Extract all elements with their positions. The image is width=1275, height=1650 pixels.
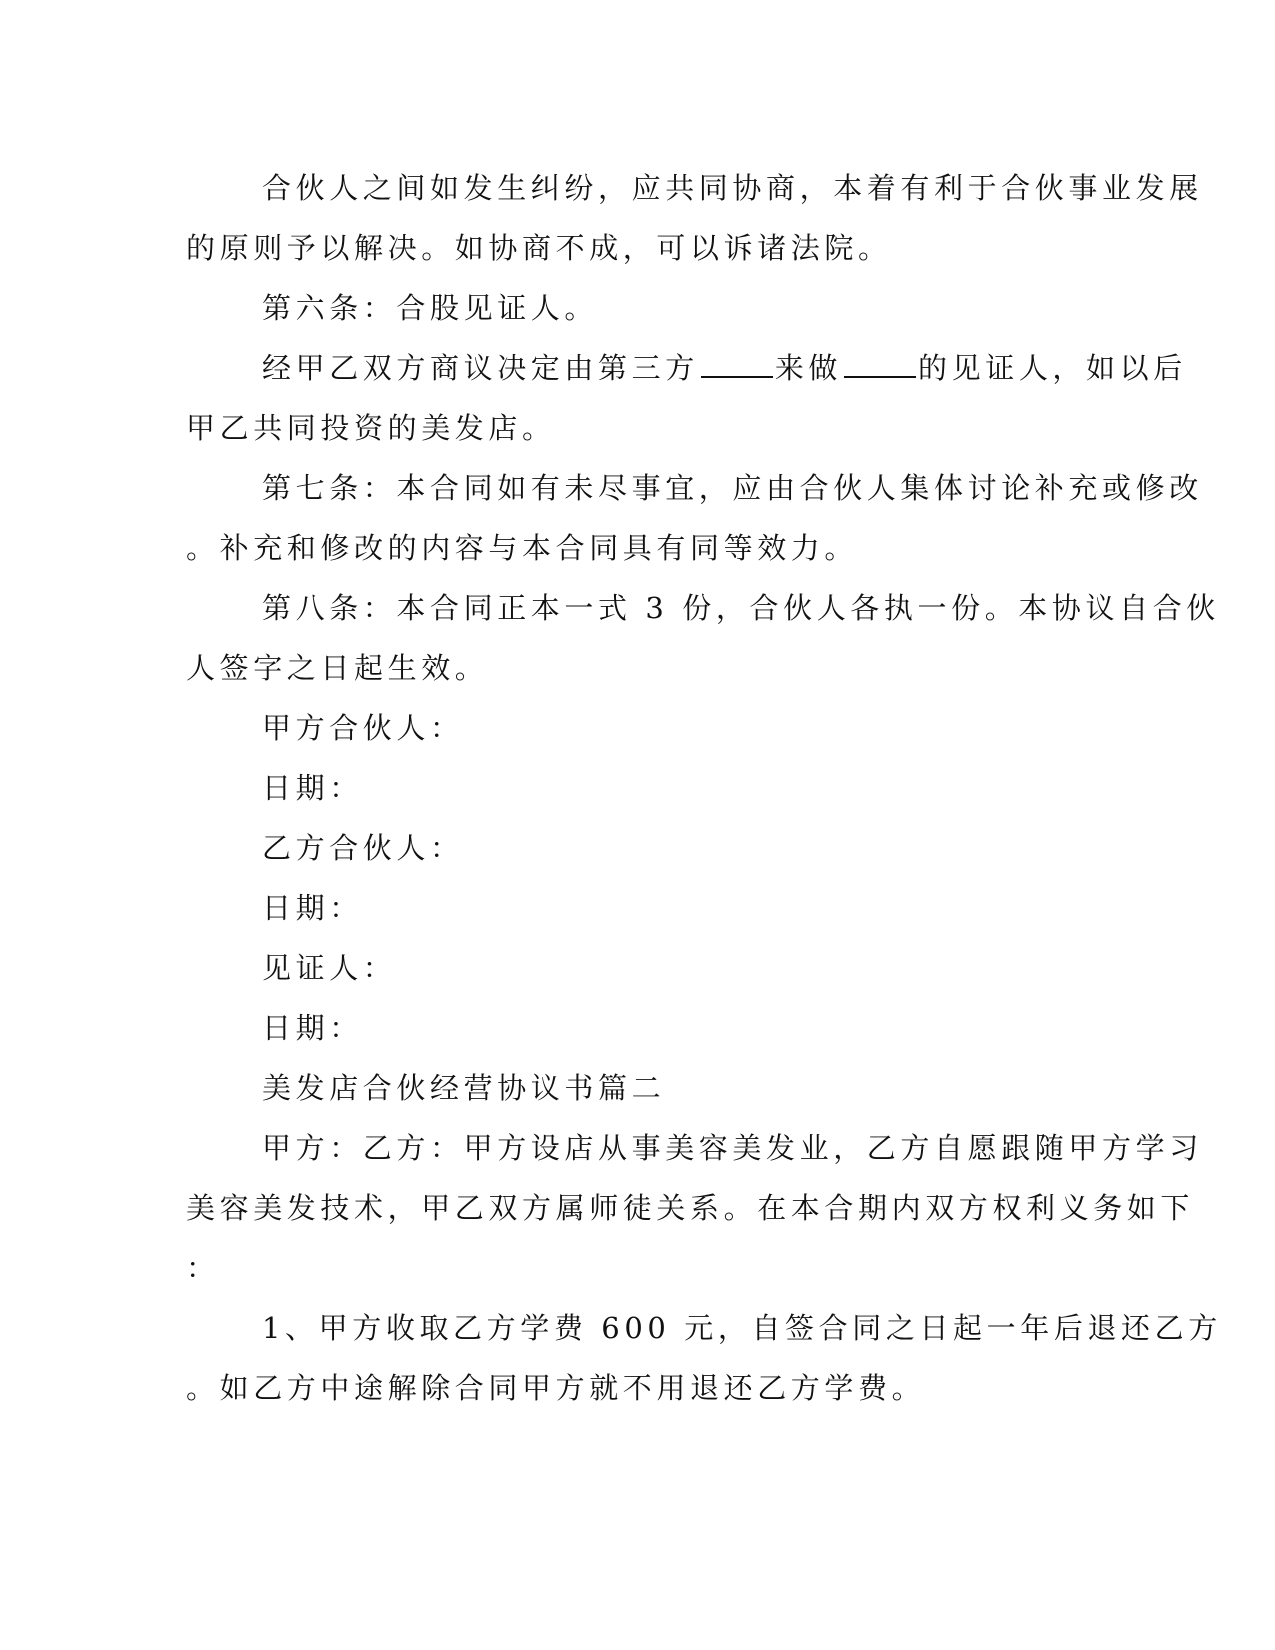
section-two-intro-line-2: 美容美发技术，甲乙双方属师徒关系。在本合期内双方权利义务如下 xyxy=(186,1191,1195,1225)
section-two-title: 美发店合伙经营协议书篇二 xyxy=(262,1071,666,1105)
witness-date-label: 日期： xyxy=(262,1011,363,1045)
article-seven-line-1: 第七条：本合同如有未尽事宜，应由合伙人集体讨论补充或修改 xyxy=(262,471,1203,505)
witness-signature-label: 见证人： xyxy=(262,951,397,985)
section-two-intro-line-3: ： xyxy=(186,1251,220,1285)
party-a-date-label: 日期： xyxy=(262,771,363,805)
article-eight-line-2: 人签字之日起生效。 xyxy=(186,651,489,685)
witness-text-part-2: 来做 xyxy=(774,351,843,385)
section-two-intro-line-1: 甲方：乙方：甲方设店从事美容美发业，乙方自愿跟随甲方学习 xyxy=(262,1131,1203,1165)
witness-text-part-1: 经甲乙双方商议决定由第三方 xyxy=(262,351,699,385)
witness-role-blank xyxy=(844,350,916,378)
witness-text-part-3: 的见证人，如以后 xyxy=(918,351,1187,385)
article-six-heading: 第六条：合股见证人。 xyxy=(262,291,599,325)
clause-one-line-1: 1、甲方收取乙方学费 600 元，自签合同之日起一年后退还乙方 xyxy=(262,1311,1222,1345)
paragraph-dispute-line-2: 的原则予以解决。如协商不成，可以诉诸法院。 xyxy=(186,231,892,265)
article-seven-line-2: 。补充和修改的内容与本合同具有同等效力。 xyxy=(186,531,859,565)
paragraph-witness-line-1 xyxy=(186,338,1187,398)
party-a-signature-label: 甲方合伙人： xyxy=(262,711,464,745)
witness-third-party-blank xyxy=(701,350,773,378)
party-b-signature-label: 乙方合伙人： xyxy=(262,831,464,865)
paragraph-dispute-line-1: 合伙人之间如发生纠纷，应共同协商，本着有利于合伙事业发展 xyxy=(262,171,1203,205)
clause-one-line-2: 。如乙方中途解除合同甲方就不用退还乙方学费。 xyxy=(186,1371,926,1405)
article-eight-line-1: 第八条：本合同正本一式 3 份，合伙人各执一份。本协议自合伙 xyxy=(262,591,1220,625)
paragraph-witness-line-2: 甲乙共同投资的美发店。 xyxy=(186,411,556,445)
party-b-date-label: 日期： xyxy=(262,891,363,925)
document-body xyxy=(186,158,1222,1418)
